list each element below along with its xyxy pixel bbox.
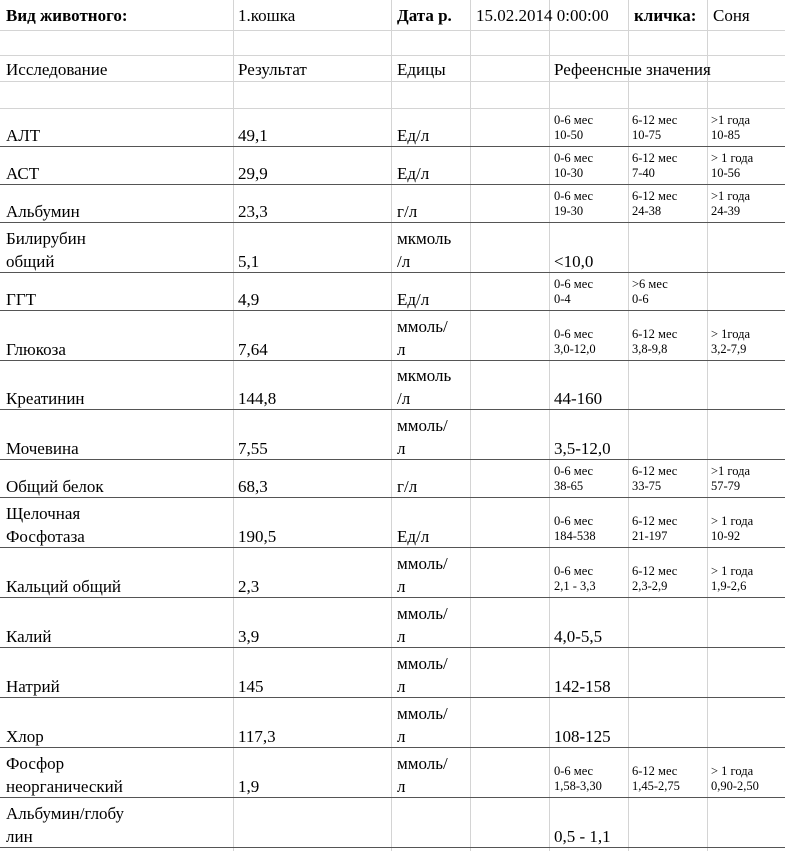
row-separator (0, 222, 785, 223)
row-study-name: Креатинин (6, 389, 85, 408)
row-reference-range: 24-38 (632, 204, 662, 218)
row-reference-range: 24-39 (711, 204, 741, 218)
row-reference-range: 33-75 (632, 479, 662, 493)
row-reference-range: 0,90-2,50 (711, 779, 759, 793)
row-result-value: 1,9 (238, 777, 260, 796)
row-unit: ммоль/ (397, 317, 448, 336)
row-unit: л (397, 777, 406, 796)
animal-value: 1.кошка (238, 6, 296, 25)
row-reference-age: >1 года (711, 113, 751, 127)
row-reference-range: 10-75 (632, 128, 662, 142)
nickname-value: Соня (713, 6, 750, 25)
row-reference-age: 0-6 мес (554, 151, 594, 165)
row-reference-range: 0-4 (554, 292, 571, 306)
row-reference-range: 21-197 (632, 529, 668, 543)
row-unit: г/л (397, 202, 418, 221)
row-unit: Ед/л (397, 164, 430, 183)
row-study-name: ГГТ (6, 290, 37, 309)
row-unit: Ед/л (397, 126, 430, 145)
row-separator (0, 847, 785, 848)
row-reference-age: > 1 года (711, 564, 754, 578)
column-header-result: Результат (238, 60, 307, 79)
row-unit: л (397, 439, 406, 458)
row-reference-age: > 1 года (711, 151, 754, 165)
row-reference-range: 38-65 (554, 479, 584, 493)
row-study-name: Мочевина (6, 439, 79, 458)
row-separator (0, 409, 785, 410)
row-study-name: Натрий (6, 677, 60, 696)
row-reference-age: 0-6 мес (554, 764, 594, 778)
animal-label: Вид животного: (6, 6, 128, 25)
row-reference-age: 6-12 мес (632, 327, 678, 341)
row-study-name: Калий (6, 627, 52, 646)
gridline-col-6 (707, 0, 708, 851)
gridline-col-3 (470, 0, 471, 851)
row-reference-age: > 1 года (711, 764, 754, 778)
row-separator (0, 497, 785, 498)
row-reference-range: 10-92 (711, 529, 741, 543)
row-reference-range: 1,58-3,30 (554, 779, 602, 793)
row-reference-range: 3,2-7,9 (711, 342, 747, 356)
row-unit: мкмоль (397, 229, 452, 248)
row-reference-range: 57-79 (711, 479, 741, 493)
row-reference-range: 10-56 (711, 166, 741, 180)
row-unit: г/л (397, 477, 418, 496)
row-result-value: 49,1 (238, 126, 268, 145)
row-result-value: 117,3 (238, 727, 276, 746)
row-reference-range: 2,3-2,9 (632, 579, 668, 593)
row-study-name: АЛТ (6, 126, 41, 145)
row-result-value: 23,3 (238, 202, 268, 221)
row-reference-age: 6-12 мес (632, 113, 678, 127)
row-separator (0, 697, 785, 698)
row-unit: л (397, 677, 406, 696)
row-result-value: 7,64 (238, 340, 268, 359)
row-result-value: 4,9 (238, 290, 260, 309)
row-result-value: 145 (238, 677, 264, 696)
row-reference-age: 0-6 мес (554, 514, 594, 528)
gridline-row (0, 55, 785, 56)
row-study-name: Альбумин/глобу (6, 804, 125, 823)
column-header-reference: Рефеенсные значения (554, 60, 711, 79)
row-reference-age: > 1 года (711, 514, 754, 528)
row-reference-range: 7-40 (632, 166, 655, 180)
row-unit: Ед/л (397, 527, 430, 546)
gridline-row (0, 81, 785, 82)
row-reference-value: 44-160 (554, 389, 603, 408)
gridline-col-2 (391, 0, 392, 851)
row-reference-value: 4,0-5,5 (554, 627, 603, 646)
row-reference-range: 3,8-9,8 (632, 342, 668, 356)
gridline-col-5 (628, 0, 629, 851)
column-header-units: Едицы (397, 60, 446, 79)
row-reference-value: 108-125 (554, 727, 611, 746)
row-separator (0, 310, 785, 311)
row-reference-age: >1 года (711, 189, 751, 203)
row-study-name: Щелочная (6, 504, 81, 523)
row-separator (0, 272, 785, 273)
gridline-col-4 (549, 0, 550, 851)
row-reference-age: 6-12 мес (632, 151, 678, 165)
row-reference-age: >1 года (711, 464, 751, 478)
row-unit: ммоль/ (397, 654, 448, 673)
row-reference-age: >6 мес (632, 277, 668, 291)
row-reference-age: 0-6 мес (554, 189, 594, 203)
row-study-name: Глюкоза (6, 340, 66, 359)
row-study-name: Альбумин (6, 202, 80, 221)
row-separator (0, 184, 785, 185)
gridline-row (0, 30, 785, 31)
gridline-col-1 (233, 0, 234, 851)
birthdate-label: Дата р. (397, 6, 452, 25)
row-reference-range: 1,45-2,75 (632, 779, 680, 793)
row-study-name: Общий белок (6, 477, 104, 496)
row-result-value: 68,3 (238, 477, 268, 496)
row-study-name: АСТ (6, 164, 40, 183)
row-study-name: Билирубин (6, 229, 86, 248)
gridline-row (0, 108, 785, 109)
row-separator (0, 547, 785, 548)
row-reference-age: 6-12 мес (632, 189, 678, 203)
row-unit: ммоль/ (397, 754, 448, 773)
row-unit: ммоль/ (397, 554, 448, 573)
row-separator (0, 146, 785, 147)
row-unit: мкмоль (397, 366, 452, 385)
row-result-value: 29,9 (238, 164, 268, 183)
row-reference-range: 3,0-12,0 (554, 342, 596, 356)
row-reference-age: 6-12 мес (632, 764, 678, 778)
row-unit: Ед/л (397, 290, 430, 309)
nickname-label: кличка: (634, 6, 697, 25)
row-study-name: Фосфор (6, 754, 65, 773)
row-separator (0, 360, 785, 361)
row-result-value: 190,5 (238, 527, 277, 546)
row-unit: л (397, 340, 406, 359)
row-reference-age: 0-6 мес (554, 464, 594, 478)
row-separator (0, 597, 785, 598)
row-reference-age: 0-6 мес (554, 277, 594, 291)
row-reference-age: 0-6 мес (554, 327, 594, 341)
row-reference-range: 10-85 (711, 128, 741, 142)
row-result-value: 5,1 (238, 252, 260, 271)
row-reference-range: 19-30 (554, 204, 584, 218)
row-study-name: общий (6, 252, 55, 271)
row-reference-value: 142-158 (554, 677, 611, 696)
row-reference-value: <10,0 (554, 252, 594, 271)
row-reference-value: 0,5 - 1,1 (554, 827, 611, 846)
row-reference-range: 1,9-2,6 (711, 579, 747, 593)
row-result-value: 2,3 (238, 577, 260, 596)
row-reference-age: 6-12 мес (632, 464, 678, 478)
row-study-name: Фосфотаза (6, 527, 85, 546)
row-reference-age: 0-6 мес (554, 113, 594, 127)
row-result-value: 3,9 (238, 627, 260, 646)
row-unit: л (397, 727, 406, 746)
row-reference-age: 0-6 мес (554, 564, 594, 578)
row-reference-range: 10-30 (554, 166, 584, 180)
row-reference-range: 2,1 - 3,3 (554, 579, 596, 593)
row-study-name: Хлор (6, 727, 44, 746)
row-unit: ммоль/ (397, 604, 448, 623)
row-study-name: Кальций общий (6, 577, 122, 596)
row-unit: л (397, 627, 406, 646)
row-result-value: 144,8 (238, 389, 277, 408)
row-reference-range: 184-538 (554, 529, 596, 543)
row-reference-value: 3,5-12,0 (554, 439, 611, 458)
row-unit: л (397, 577, 406, 596)
row-reference-age: 6-12 мес (632, 514, 678, 528)
column-header-study: Исследование (6, 60, 108, 79)
row-reference-range: 10-50 (554, 128, 584, 142)
birthdate-value: 15.02.2014 0:00:00 (476, 7, 609, 24)
row-reference-range: 0-6 (632, 292, 649, 306)
row-separator (0, 747, 785, 748)
row-study-name: лин (6, 827, 33, 846)
row-study-name: неорганический (6, 777, 123, 796)
row-separator (0, 647, 785, 648)
row-unit: /л (397, 389, 411, 408)
row-unit: ммоль/ (397, 416, 448, 435)
row-unit: /л (397, 252, 411, 271)
row-reference-age: 6-12 мес (632, 564, 678, 578)
row-unit: ммоль/ (397, 704, 448, 723)
row-separator (0, 459, 785, 460)
row-separator (0, 797, 785, 798)
row-result-value: 7,55 (238, 439, 268, 458)
row-reference-age: > 1года (711, 327, 751, 341)
